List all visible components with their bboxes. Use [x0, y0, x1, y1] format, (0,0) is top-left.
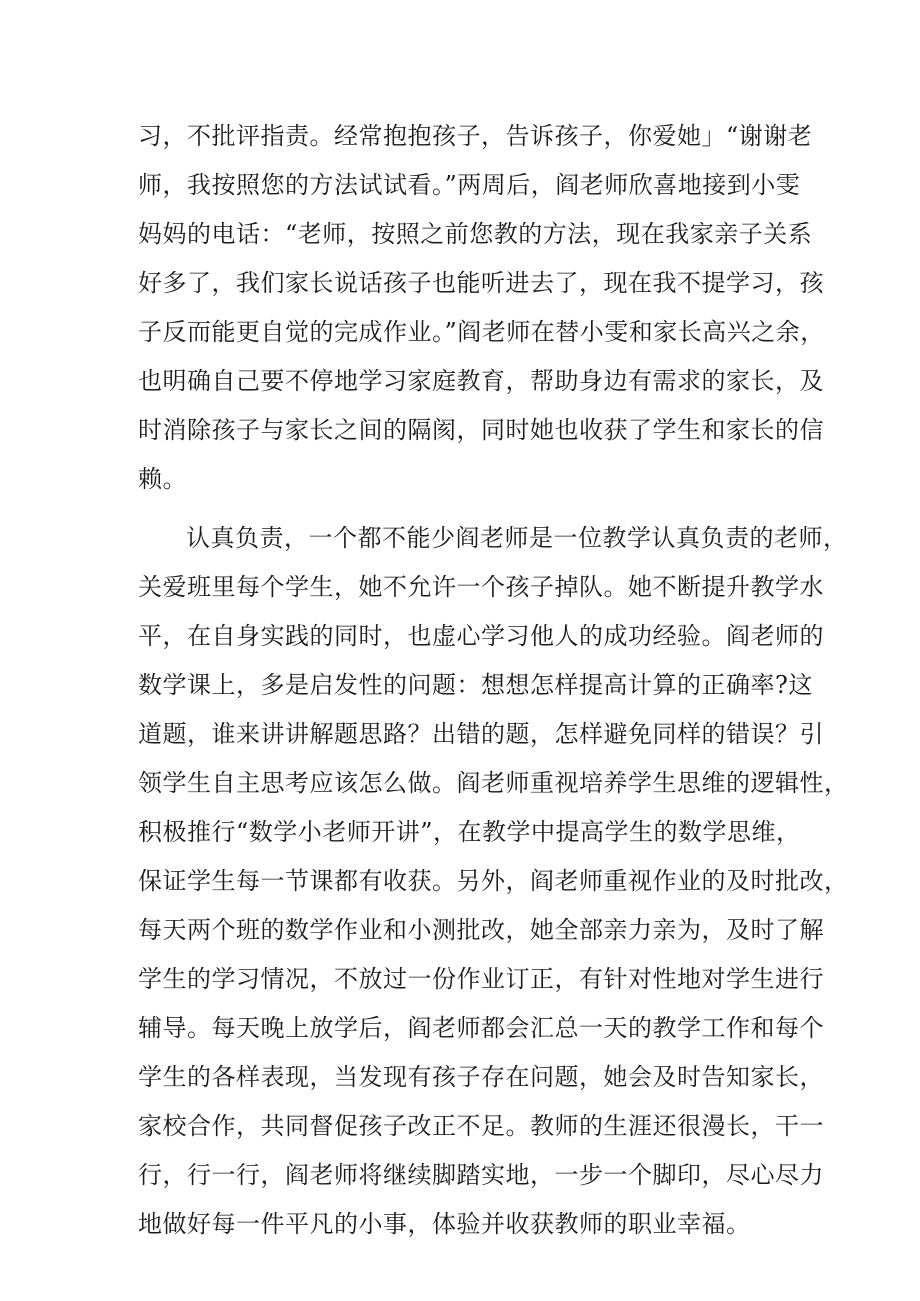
text-line: 保证学生每一节课都有收获。另外，阎老师重视作业的及时批改， [138, 867, 849, 895]
text-line: 时消除孩子与家长之间的隔阂，同时她也收获了学生和家长的信 [138, 416, 824, 444]
text-line: 每天两个班的数学作业和小测批改，她全部亲力亲为，及时了解 [138, 916, 824, 944]
text-line: 关爱班里每个学生，她不允许一个孩子掉队。她不断提升教学水 [138, 573, 824, 601]
text-line: 辅导。每天晚上放学后，阎老师都会汇总一天的教学工作和每个 [138, 1014, 824, 1042]
text-line: 赖。 [138, 465, 187, 493]
text-line: 也明确自己要不停地学习家庭教育，帮助身边有需求的家长，及 [138, 367, 824, 395]
text-line: 积极推行“数学小老师开讲”，在教学中提高学生的数学思维， [138, 818, 801, 846]
text-line: 行，行一行，阎老师将继续脚踏实地，一步一个脚印，尽心尽力 [138, 1161, 824, 1189]
text-line: 妈妈的电话：“老师，按照之前您教的方法，现在我家亲子关系 [138, 220, 813, 248]
text-line: 习，不批评指责。经常抱抱孩子，告诉孩子，你爱她」“谢谢老 [138, 122, 813, 150]
paragraph-1 [138, 112, 825, 504]
text-line: 学生的学习情况，不放过一份作业订正，有针对性地对学生进行 [138, 965, 824, 993]
text-line: 家校合作，共同督促孩子改正不足。教师的生涯还很漫长，干一 [138, 1112, 824, 1140]
text-line-indented: 认真负责，一个都不能少阎老师是一位教学认真负责的老师， [186, 524, 848, 552]
text-line: 学生的各样表现，当发现有孩子存在问题，她会及时告知家长， [138, 1063, 824, 1091]
paragraph-2 [138, 514, 849, 1249]
text-line: 数学课上，多是启发性的问题：想想怎样提高计算的正确率?这 [138, 671, 813, 699]
text-line: 地做好每一件平凡的小事，体验并收获教师的职业幸福。 [138, 1210, 751, 1238]
document-page [138, 112, 849, 1249]
text-line: 平，在自身实践的同时，也虚心学习他人的成功经验。阎老师的 [138, 622, 824, 650]
text-line: 子反而能更自觉的完成作业。”阎老师在替小雯和家长高兴之余， [138, 318, 825, 346]
text-line: 领学生自主思考应该怎么做。阎老师重视培养学生思维的逻辑性， [138, 769, 849, 797]
text-line: 道题，谁来讲讲解题思路？出错的题，怎样避免同样的错误？引 [138, 720, 824, 748]
text-line: 师，我按照您的方法试试看。”两周后，阎老师欣喜地接到小雯 [138, 171, 801, 199]
paragraph-gap [138, 504, 788, 514]
text-line: 好多了，我们家长说话孩子也能听进去了，现在我不提学习，孩 [138, 269, 824, 297]
